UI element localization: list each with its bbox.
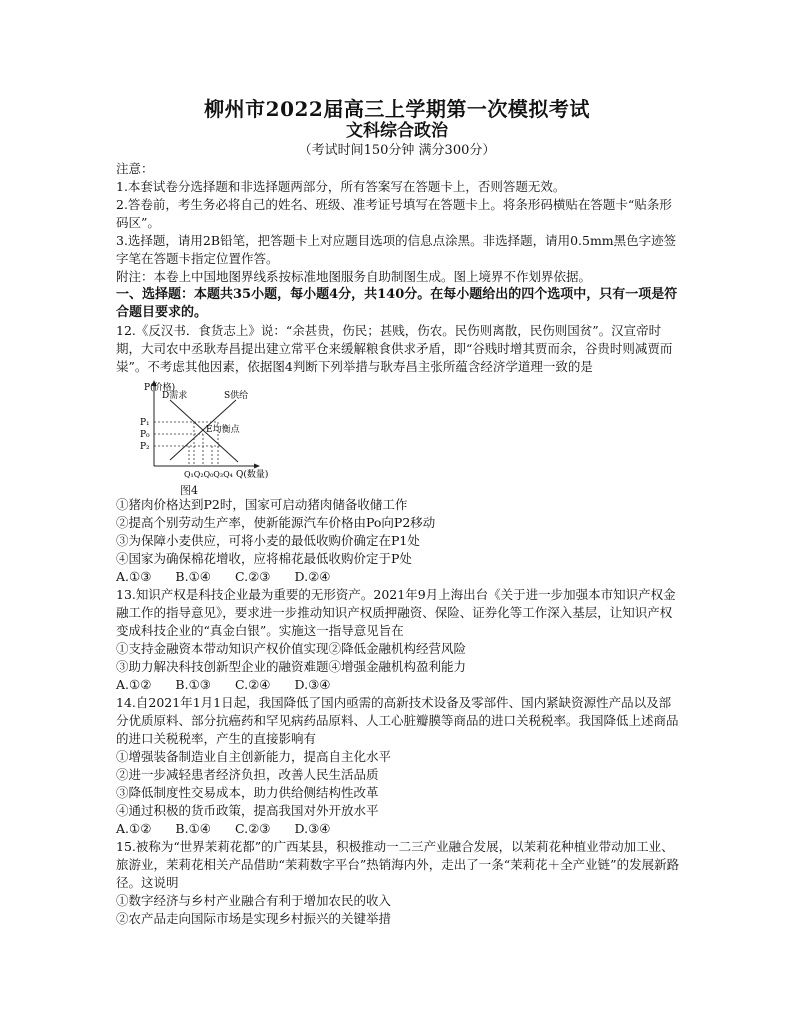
p0-label: P₀ xyxy=(140,430,150,440)
choice-item: ①支持金融资本带动知识产权价值实现②降低金融机构经营风险 xyxy=(116,641,467,656)
question-14-stem: 14.自2021年1月1日起，我国降低了国内亟需的高新技术设备及零部件、国内紧缺资源性产品以及部分优质原料、部分抗癌药和罕见病药品原料、人工心脏瓣膜等商品的进口关税税率。我国降低上述商品的进口关税税率，产生的直接影响有 xyxy=(116,695,679,746)
choice-item: ②进一步减轻患者经济负担，改善人民生活品质 xyxy=(116,767,379,782)
option-b: B.①④ xyxy=(175,569,211,584)
question-13-options xyxy=(116,676,682,694)
q-ticks-label: Q₁Q₂Q₀Q₃Q₄ xyxy=(184,470,233,479)
choice-item: ③降低制度性交易成本，助力供给侧结构性改革 xyxy=(116,785,379,800)
note-item: 1.本套试卷分选择题和非选择题两部分，所有答案写在答题卡上，否则答题无效。 xyxy=(116,179,566,194)
option-b: B.①④ xyxy=(175,821,211,836)
option-d: D.③④ xyxy=(294,821,331,836)
choice-item: ④通过积极的货币政策，提高我国对外开放水平 xyxy=(116,803,379,818)
p2-label: P₂ xyxy=(140,442,150,452)
question-15-stem: 15.被称为“世界茉莉花都”的广西某县，积极推动一二三产业融合发展，以茉莉花种植业带动加工业、旅游业，茉莉花相关产品借助“茉莉数字平台”热销海内外，走出了一条“茉莉花＋全产业链”的发展新路径。这说明 xyxy=(116,839,680,890)
question-12-options xyxy=(116,568,682,586)
choice-item: ①数字经济与乡村产业融合有利于增加农民的收入 xyxy=(116,893,392,908)
x-axis-label: Q(数量) xyxy=(236,470,269,480)
choice-item: ③助力解决科技创新型企业的融资难题④增强金融机构盈利能力 xyxy=(116,659,467,674)
choice-item: ②农产品走向国际市场是实现乡村振兴的关键举措 xyxy=(116,911,392,926)
equilibrium-label: E均衡点 xyxy=(206,425,240,435)
choice-item: ③为保障小麦供应，可将小麦的最低收购价确定在P1处 xyxy=(116,533,420,548)
exam-body xyxy=(116,160,682,928)
exam-info: （考试时间150分钟 满分300分） xyxy=(298,143,496,158)
demand-label: D需求 xyxy=(162,391,188,401)
option-a: A.①③ xyxy=(116,569,152,584)
supply-demand-figure xyxy=(126,378,276,496)
y-axis-label: P(价格) xyxy=(144,383,176,393)
option-a: A.①② xyxy=(116,821,152,836)
note-item: 2.答卷前，考生务必将自己的姓名、班级、准考证号填写在答题卡上。将条形码横贴在答题卡“贴条形码区”。 xyxy=(116,197,672,230)
option-c: C.②③ xyxy=(235,569,271,584)
x-axis-arrow xyxy=(254,464,260,469)
section-heading: 一、选择题：本题共35小题，每小题4分，共140分。在每小题给出的四个选项中，只有一项是符合题目要求的。 xyxy=(116,287,678,320)
option-d: D.②④ xyxy=(294,569,331,584)
choice-item: ②提高个别劳动生产率，使新能源汽车价格由Po向P2移动 xyxy=(116,515,436,530)
choice-item: ①增强装备制造业自主创新能力，提高自主化水平 xyxy=(116,749,392,764)
exam-subject: 文科综合政治 xyxy=(346,121,448,141)
option-b: B.①③ xyxy=(175,677,211,692)
supply-demand-graph xyxy=(126,378,276,482)
figure-caption: 图4 xyxy=(180,484,198,497)
choice-item: ①猪肉价格达到P2时，国家可启动猪肉储备收储工作 xyxy=(116,497,408,512)
question-12-stem: 12.《反汉书．食货志上》说：“余甚贵，伤民；甚贱，伤农。民伤则离散，民伤则国贫”。汉宣帝时期，大司农中丞耿寿昌提出建立常平仓来缓解粮食供求矛盾，即“谷贱时增其贾而余，谷贵时则减贾而粜”。不考虑其他因素，依据图4判断下列举措与耿寿昌主张所蕴含经济学道理一致的是 xyxy=(116,323,673,374)
option-c: C.②④ xyxy=(235,677,271,692)
notes-label: 注意： xyxy=(116,161,154,176)
option-c: C.②③ xyxy=(235,821,271,836)
question-13-stem: 13.知识产权是科技企业最为重要的无形资产。2021年9月上海出台《关于进一步加强本市知识产权金融工作的指导意见》，要求进一步推动知识产权质押融资、保险、证券化等工作深入基层，让知识产权变成科技企业的“真金白银”。实施这一指导意见旨在 xyxy=(116,587,676,638)
option-a: A.①② xyxy=(116,677,152,692)
note-item: 3.选择题，请用2B铅笔，把答题卡上对应题目选项的信息点涂黑。非选择题，请用0.5mm黑色字迹签字笔在答题卡指定位置作答。 xyxy=(116,233,677,266)
option-d: D.③④ xyxy=(294,677,331,692)
exam-title: 柳州市2022届高三上学期第一次模拟考试 xyxy=(204,97,590,121)
choice-item: ④国家为确保棉花增收，应将棉花最低收购价定于P处 xyxy=(116,551,412,566)
supply-label: S供给 xyxy=(224,391,249,401)
p1-label: P₁ xyxy=(140,418,150,428)
question-14-options xyxy=(116,820,682,838)
note-item: 附注：本卷上中国地图界线系按标准地图服务自助制图生成。图上境界不作划界依据。 xyxy=(116,269,592,284)
